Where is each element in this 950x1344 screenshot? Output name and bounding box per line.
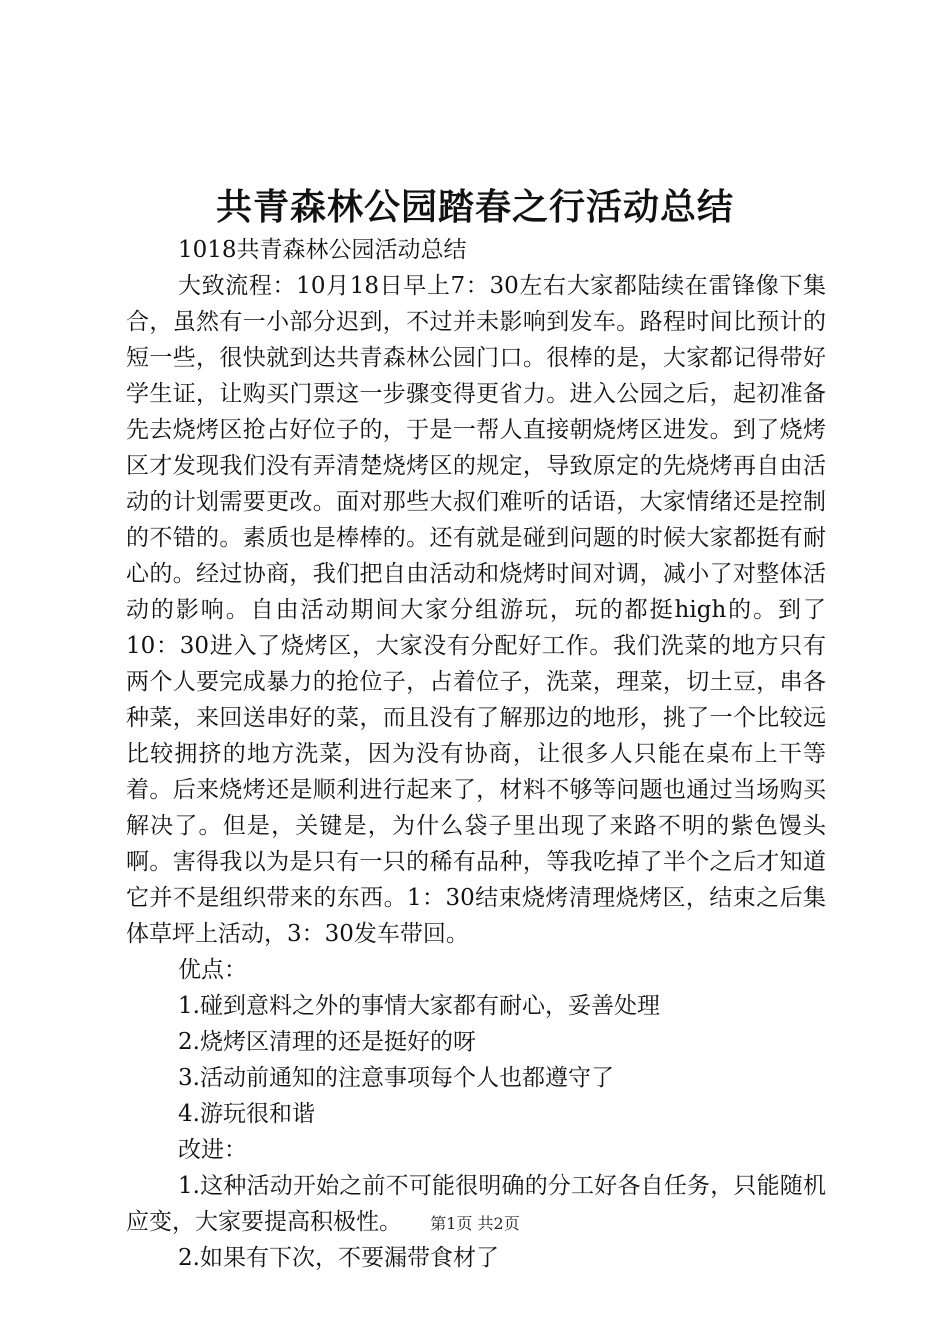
improvement-item: 2.如果有下次，不要漏带食材了 — [178, 1245, 499, 1271]
improvement-item: 1.这种活动开始之前不可能很明确的分工好各自任务，只能随机应变，大家要提高积极性。 — [126, 1173, 826, 1235]
body-paragraph: 大致流程：10月18日早上7：30左右大家都陆续在雷锋像下集合，虽然有一小部分迟到，不过并未影响到发车。路程时间比预计的短一些，很快就到达共青森林公园门口。很棒的是，大家都记得带好学生证，让购买门票这一步骤变得更省力。进入公园之后，起初准备先去烧烤区抢占好位子的，于是一帮人直接朝烧烤区进发。到了烧烤区才发现我们没有弄清楚烧烤区的规定，导致原定的先烧烤再自由活动的计划需要更改。面对那些大叔们难听的话语，大家情绪还是控制的不错的。素质也是棒棒的。还有就是碰到问题的时候大家都挺有耐心的。经过协商，我们把自由活动和烧烤时间对调，减小了对整体活动的影响。自由活动期间大家分组游玩，玩的都挺high的。到了10：30进入了烧烤区，大家没有分配好工作。我们洗菜的地方只有两个人要完成暴力的抢位子，占着位子，洗菜，理菜，切土豆，串各种菜，来回送串好的菜，而且没有了解那边的地形，挑了一个比较远比较拥挤的地方洗菜，因为没有协商，让很多人只能在桌布上干等着。后来烧烤还是顺利进行起来了，材料不够等问题也通过当场购买解决了。但是，关键是，为什么袋子里出现了来路不明的紫色馒头啊。害得我以为是只有一只的稀有品种，等我吃掉了半个之后才知道它并不是组织带来的东西。1：30结束烧烤清理烧烤区，结束之后集体草坪上活动，3：30发车带回。 — [126, 273, 826, 947]
page-footer: 第1页 共2页 — [430, 1214, 520, 1233]
advantage-item: 3.活动前通知的注意事项每个人也都遵守了 — [178, 1065, 614, 1091]
document-title: 共青森林公园踏春之行活动总结 — [215, 186, 734, 228]
advantages-heading: 优点： — [178, 957, 247, 983]
document-content — [126, 232, 826, 1276]
advantage-item: 1.碰到意料之外的事情大家都有耐心，妥善处理 — [178, 993, 660, 1019]
improvements-heading: 改进： — [178, 1137, 247, 1163]
advantage-item: 4.游玩很和谐 — [178, 1101, 315, 1127]
subtitle-line: 1018共青森林公园活动总结 — [178, 237, 467, 263]
advantage-item: 2.烧烤区清理的还是挺好的呀 — [178, 1029, 476, 1055]
